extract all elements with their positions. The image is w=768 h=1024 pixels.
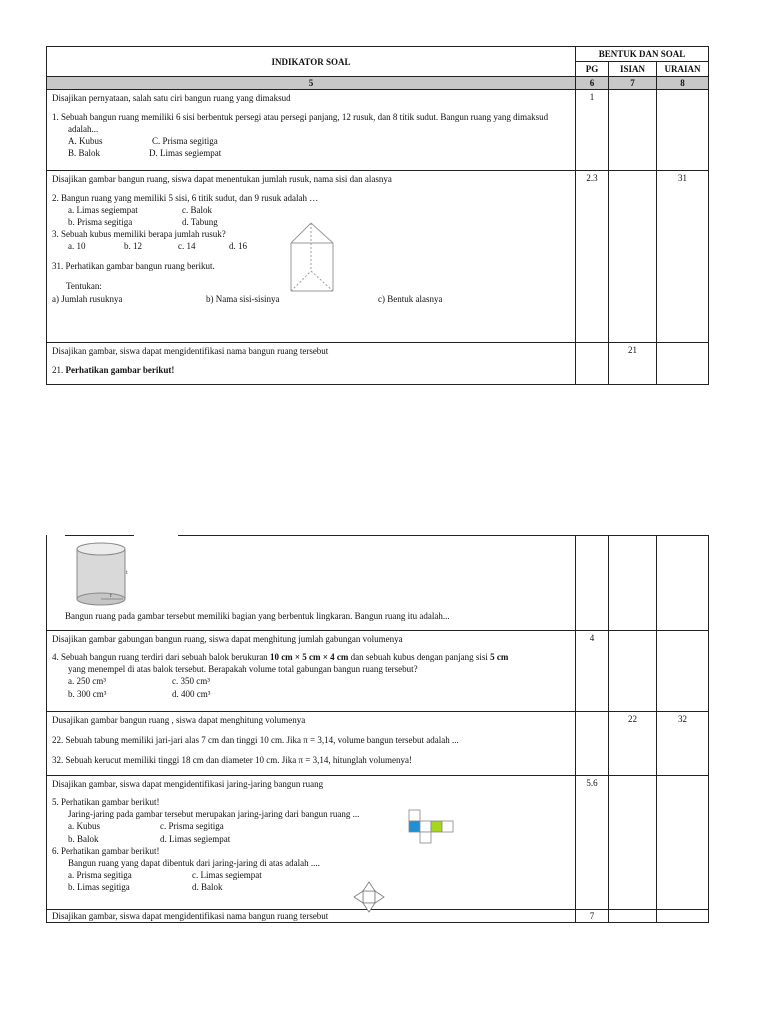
pg-cell (576, 712, 609, 776)
isian-cell: 21 (609, 343, 657, 385)
table-row (47, 343, 709, 385)
square-pyramid-net-figure (352, 880, 386, 914)
option-6a: a. Prisma segitiga (68, 869, 132, 880)
table-row (47, 536, 709, 631)
pg-cell: 5.6 (576, 776, 609, 910)
question-grid-table-continued (46, 535, 709, 923)
header-bentuk: BENTUK DAN SOAL (576, 47, 709, 62)
task-a: a) Jumlah rusuknya (52, 293, 123, 304)
isian-cell: 22 (609, 712, 657, 776)
task-b: b) Nama sisi-sisinya (206, 293, 280, 304)
tentukan-label: Tentukan: (66, 281, 102, 292)
indicator-text: Dusajikan gambar bangun ruang , siswa dapat menghitung volumenya (52, 715, 306, 725)
option-1c: C. Prisma segitiga (152, 135, 218, 146)
uraian-cell (657, 776, 709, 910)
indicator-text: Disajikan gambar gabungan bangun ruang, siswa dapat menghitung jumlah gabungan volumenya (52, 634, 403, 644)
kisi-kisi-table-page-1 (46, 46, 708, 385)
question-21-number: 21. (52, 364, 64, 375)
isian-cell (609, 776, 657, 910)
isian-cell (609, 171, 657, 343)
indicator-cell (47, 536, 576, 631)
isian-cell (609, 90, 657, 171)
uraian-cell (657, 631, 709, 712)
indicator-cell (47, 171, 576, 343)
question-4-line2: yang menempel di atas balok tersebut. Berapakah volume total gabungan bangun ruang tersebut? (68, 664, 418, 675)
indicator-text: Disajikan gambar, siswa dapat mengidentifikasi nama bangun ruang tersebut (52, 911, 329, 921)
question-4 (52, 651, 570, 663)
indicator-cell (47, 343, 576, 385)
indicator-text: Disajikan gambar, siswa dapat mengidentifikasi nama bangun ruang tersebut (52, 346, 329, 357)
header-indikator: INDIKATOR SOAL (47, 47, 576, 77)
question-4-dimensions: 10 cm × 5 cm × 4 cm (269, 652, 349, 663)
task-c: c) Bentuk alasnya (378, 293, 443, 304)
option-4a: a. 250 cm³ (68, 676, 106, 687)
pg-cell: 1 (576, 90, 609, 171)
table-row (47, 631, 709, 712)
indicator-cell (47, 712, 576, 776)
question-3: 3. Sebuah kubus memiliki berapa jumlah rusuk? (52, 228, 226, 239)
option-2b: b. Prisma segitiga (68, 216, 133, 227)
pg-cell: 2.3 (576, 171, 609, 343)
header-isian: ISIAN (609, 62, 657, 77)
question-22: 22. Sebuah tabung memiliki jari-jari alas 7 cm dan tinggi 10 cm. Jika π = 3,14, volume bangun tersebut adalah ... (52, 735, 459, 746)
question-31: 31. Perhatikan gambar bangun ruang berikut. (52, 261, 215, 272)
option-5c: c. Prisma segitiga (160, 821, 224, 832)
cylinder-height-label: t (126, 570, 128, 576)
table-row (47, 712, 709, 776)
option-4b: b. 300 cm³ (68, 688, 107, 699)
option-3d: d. 16 (229, 241, 247, 252)
colnum-5: 5 (47, 77, 576, 90)
pg-cell (576, 536, 609, 631)
question-5: 5. Perhatikan gambar berikut! (52, 797, 160, 808)
indicator-cell (47, 631, 576, 712)
question-grid-table (46, 46, 709, 385)
uraian-cell (657, 90, 709, 171)
uraian-cell (657, 536, 709, 631)
question-21: Perhatikan gambar berikut! (65, 364, 175, 375)
colnum-6: 6 (576, 77, 609, 90)
table-row (47, 90, 709, 171)
header-pg: PG (576, 62, 609, 77)
kisi-kisi-table-page-2 (46, 535, 708, 923)
question-5-line2: Jaring-jaring pada gambar tersebut merupakan jaring-jaring dari bangun ruang ... (68, 809, 360, 820)
option-5b: b. Balok (68, 833, 99, 844)
indicator-cell (47, 910, 576, 923)
option-1a: A. Kubus (68, 135, 103, 146)
question-32: 32. Sebuah kerucut memiliki tinggi 18 cm dan diameter 10 cm. Jika π = 3,14, hitunglah volumenya! (52, 755, 413, 766)
option-2c: c. Balok (182, 204, 212, 215)
uraian-cell (657, 343, 709, 385)
border-gap-mid (134, 534, 178, 536)
pg-cell: 4 (576, 631, 609, 712)
option-6c: c. Limas segiempat (192, 869, 262, 880)
question-2: 2. Bangun ruang yang memiliki 5 sisi, 6 titik sudut, dan 9 rusuk adalah … (52, 192, 319, 203)
cylinder-radius-label: r (110, 593, 112, 599)
option-1d: D. Limas segiempat (149, 147, 222, 158)
uraian-cell (657, 910, 709, 923)
colnum-7: 7 (609, 77, 657, 90)
option-2d: d. Tabung (182, 216, 218, 227)
question-6-line2: Bangun ruang yang dapat dibentuk dari jaring-jaring di atas adalah .... (68, 857, 320, 868)
header-uraian: URAIAN (657, 62, 709, 77)
option-1b: B. Balok (68, 147, 101, 158)
question-4-side: 5 cm (490, 652, 509, 663)
border-gap-left (47, 534, 65, 536)
indicator-text: Disajikan gambar, siswa dapat mengidentifikasi jaring-jaring bangun ruang (52, 779, 324, 789)
option-6b: b. Limas segitiga (68, 882, 130, 893)
option-6d: d. Balok (192, 882, 223, 893)
pg-cell (576, 343, 609, 385)
option-5d: d. Limas segiempat (160, 833, 231, 844)
indicator-text: Disajikan gambar bangun ruang, siswa dapat menentukan jumlah rusuk, nama sisi dan alasnya (52, 174, 392, 185)
option-3c: c. 14 (178, 241, 196, 252)
triangular-prism-figure (287, 221, 339, 297)
option-4c: c. 350 cm³ (172, 676, 210, 687)
indicator-text: Disajikan pernyataan, salah satu ciri bangun ruang yang dimaksud (52, 93, 291, 104)
option-3b: b. 12 (124, 241, 142, 252)
option-2a: a. Limas segiempat (68, 204, 138, 215)
uraian-cell: 31 (657, 171, 709, 343)
question-1: 1. Sebuah bangun ruang memiliki 6 sisi berbentuk persegi atau persegi panjang, 12 rusuk, dan 8 titik sudut. Bangun ruang yang dimaksud adalah... (52, 111, 549, 134)
cylinder-figure (73, 542, 135, 608)
colnum-8: 8 (657, 77, 709, 90)
question-4-text-mid: dan sebuah kubus dengan panjang sisi (348, 652, 491, 663)
question-4-text: 4. Sebuah bangun ruang terdiri dari sebuah balok berukuran (52, 652, 270, 663)
question-cylinder: Bangun ruang pada gambar tersebut memiliki bagian yang berbentuk lingkaran. Bangun ruang itu adalah... (65, 611, 450, 621)
cube-net-figure (407, 808, 455, 846)
table-row (47, 776, 709, 910)
option-3a: a. 10 (68, 241, 86, 252)
option-4d: d. 400 cm³ (172, 688, 211, 699)
isian-cell (609, 536, 657, 631)
option-5a: a. Kubus (68, 821, 100, 832)
uraian-cell: 32 (657, 712, 709, 776)
isian-cell (609, 631, 657, 712)
table-row (47, 171, 709, 343)
question-6: 6. Perhatikan gambar berikut! (52, 845, 160, 856)
indicator-cell (47, 90, 576, 171)
indicator-cell (47, 776, 576, 910)
isian-cell (609, 910, 657, 923)
pg-cell: 7 (576, 910, 609, 923)
